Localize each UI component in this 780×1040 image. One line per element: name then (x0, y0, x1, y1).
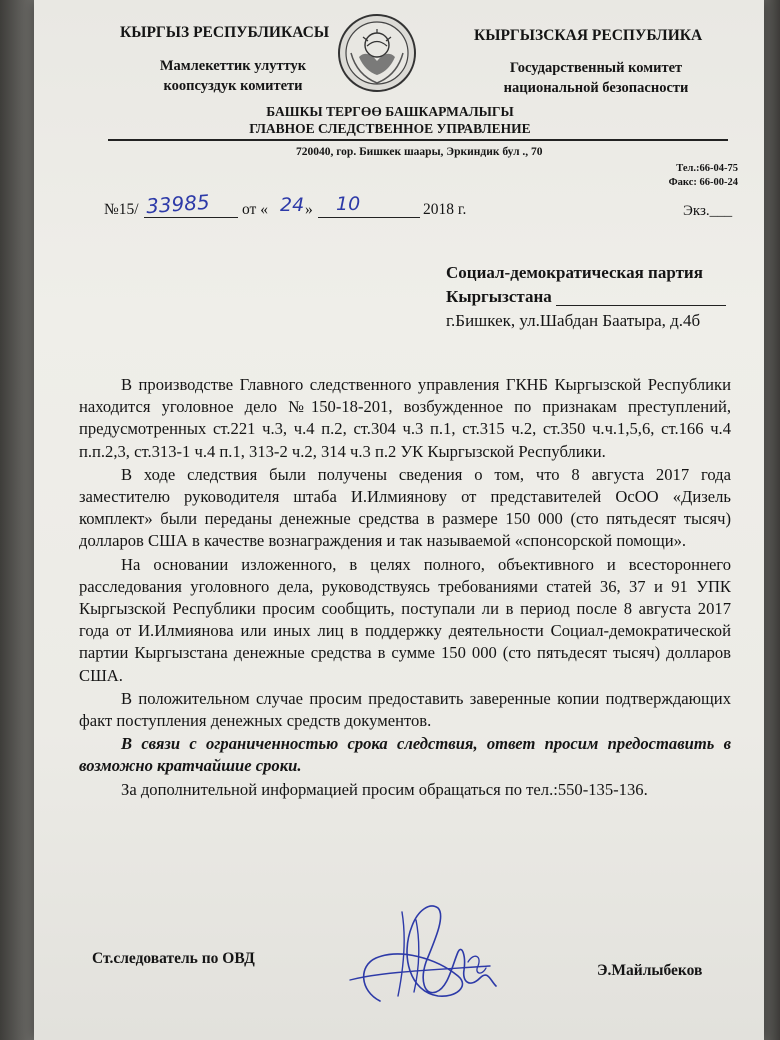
header-left-agency-line1: Мамлекеттик улуттук (159, 58, 307, 74)
signatory-position: Ст.следователь по ОВД (92, 950, 255, 967)
signatory-name: Э.Майлыбеков (597, 962, 703, 979)
body-paragraph-6: За дополнительной информацией просим обращаться по тел.:550-135-136. (121, 779, 648, 799)
body-paragraph-3: На основании изложенного, в целях полного, объективного и всестороннего расследования уголовного дела, руководствуясь требованиями статей 36, 37 и 91 УПК Кыргызской Республики просим сообщить, поступали ли в период после 8 августа 2017 года от И.Илмиянова или иных лиц в поддержку деятельности Социал-демократической партии Кыргызстана денежные средства в сумме 150 000 (сто пятьдесят тысяч) долларов США. (79, 554, 731, 685)
state-emblem-seal (337, 13, 417, 93)
reference-day-handwritten: 24 (280, 194, 305, 216)
reference-number-prefix: №15/ (104, 201, 139, 218)
header-fax: Факс: 66-00-24 (668, 177, 738, 188)
body-paragraph-4: В положительном случае просим предоставить заверенные копии подтверждающих факт поступления денежных средств документов. (79, 688, 731, 731)
letter-body (79, 374, 731, 801)
department-ru: ГЛАВНОЕ СЛЕДСТВЕННОЕ УПРАВЛЕНИЕ (249, 121, 531, 136)
body-paragraph-2: В ходе следствия были получены сведения о том, что 8 августа 2017 года заместителю руководителя штаба И.Илмиянову от представителей ОсОО «Дизель комплект» были переданы денежные средства в размере 150 000 (сто пятьдесят тысяч) долларов США в качестве вознаграждения и так называемой «спонсорской помощи». (79, 464, 731, 551)
reference-date-prefix: от « (242, 201, 268, 218)
header-contacts (600, 162, 738, 190)
header-right-agency-line1: Государственный комитет (509, 60, 683, 76)
reference-year: 2018 г. (423, 201, 467, 218)
recipient-line2: Кыргызстана (446, 287, 552, 306)
recipient-underline (556, 305, 726, 306)
copy-label: Экз.___ (683, 203, 733, 219)
header-right-agency-line2: национальной безопасности (503, 80, 689, 96)
recipient-line1: Социал-демократическая партия (446, 263, 703, 282)
department-kg: БАШКЫ ТЕРГӨӨ БАШКАРМАЛЫГЫ (266, 104, 514, 119)
reference-number-handwritten: 33985 (145, 189, 211, 219)
header-phone: Тел.:66-04-75 (676, 163, 738, 174)
header-right-country: КЫРГЫЗСКАЯ РЕСПУБЛИКА (474, 27, 703, 44)
reference-month-handwritten: 10 (336, 193, 361, 215)
header-right-agency (478, 58, 714, 98)
header-divider (108, 139, 728, 141)
header-left-agency (128, 56, 338, 96)
header-address: 720040, гор. Бишкек шаары, Эркиндик бул ., 70 (296, 146, 543, 158)
header-left-agency-line2: коопсуздук комитети (163, 78, 303, 94)
body-paragraph-1: В производстве Главного следственного управления ГКНБ Кыргызской Республики находится уголовное дело №150-18-201, возбужденное по признакам преступлений, предусмотренных ст.221 ч.3, ч.4 п.2, ст.304 ч.3 п.1, ст.315 ч.2, ст.350 ч.ч.1,5,6, ст.166 ч.4 п.п.2,3, ст.313-1 ч.4 п.1, 313-2 ч.2, 314 ч.3 п.2 УК Кыргызской Республики. (79, 375, 731, 461)
recipient-address: г.Бишкек, ул.Шабдан Баатыра, д.4б (446, 311, 701, 330)
header-left-country: КЫРГЫЗ РЕСПУБЛИКАСЫ (120, 24, 330, 41)
handwritten-signature (340, 896, 510, 1016)
body-paragraph-5: В связи с ограниченностью срока следствия, ответ просим предоставить в возможно кратчайшие сроки. (79, 734, 731, 776)
department-block (240, 103, 540, 137)
reference-month-line (318, 217, 420, 218)
